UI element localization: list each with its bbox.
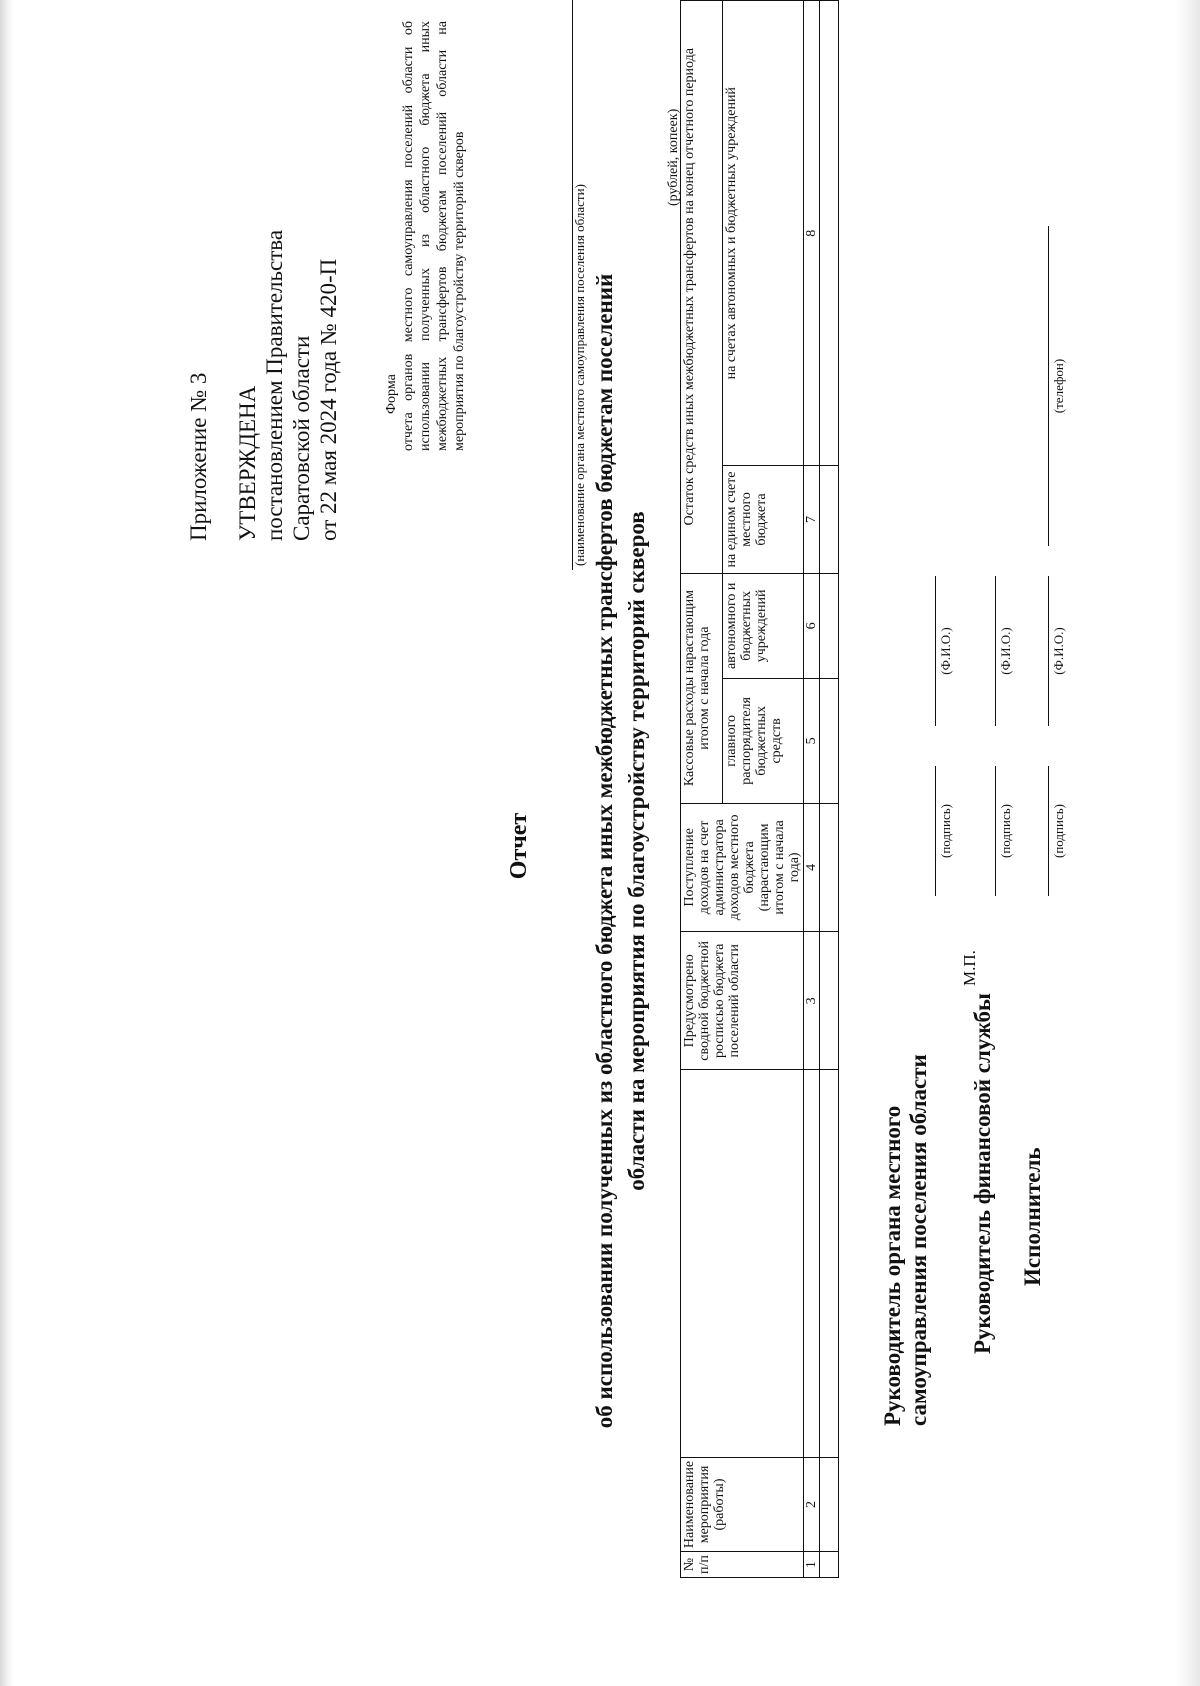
- head-org-signature-caption: (подпись): [938, 804, 953, 858]
- header-cell-blank: [681, 1070, 804, 1457]
- col-number: 1: [804, 1552, 820, 1578]
- approval-block: [185, 21, 342, 541]
- header-cell-cash-auto: автономного и бюджетных учреждений: [723, 573, 804, 679]
- col-number: 2: [804, 1457, 820, 1551]
- table-cell: [820, 1070, 839, 1457]
- stamp-label: М.П.: [960, 950, 979, 986]
- header-cell-name: Наименование мероприятия (работы): [681, 1457, 804, 1551]
- org-name-caption: (наименование органа местного самоуправления поселения области): [572, 184, 587, 566]
- head-org-label-line-1: Руководитель органа местного: [880, 1105, 905, 1426]
- table-cell: [820, 1552, 839, 1578]
- head-fin-name-line: [995, 576, 996, 726]
- col-number: 7: [804, 466, 820, 573]
- table-cell: [820, 573, 839, 679]
- head-org-name-line: [935, 576, 936, 726]
- executor-label: Исполнитель: [1020, 1147, 1045, 1286]
- report-title: Отчет: [506, 812, 532, 880]
- table-cell: [820, 803, 839, 932]
- report-heading-line-2: области на мероприятия по благоустройству территорий скверов: [624, 511, 649, 1191]
- report-table: [680, 0, 839, 1578]
- header-cell-planned: Предусмотрено сводной бюджетной росписью бюджета поселений области: [681, 932, 804, 1070]
- table-cell: [820, 1457, 839, 1551]
- appendix-number: Приложение № 3: [186, 372, 211, 541]
- col-number: 8: [804, 1, 820, 466]
- approved-label: УТВЕРЖДЕНА: [235, 385, 260, 541]
- units-label: (рублей, копеек): [666, 108, 681, 206]
- head-fin-name-caption: (Ф.И.О.): [998, 627, 1013, 675]
- header-cell-cash: Кассовые расходы нарастающим итогом с начала года: [681, 573, 723, 803]
- executor-phone-line: [1048, 226, 1049, 546]
- head-org-signature-line: [935, 766, 936, 896]
- head-fin-label: Руководитель финансовой службы: [970, 993, 995, 1354]
- table-row: [820, 1, 839, 1578]
- table-cell: [820, 932, 839, 1070]
- header-cell-rest-auto: на счетах автономных и бюджетных учреждений: [723, 1, 804, 466]
- executor-signature-caption: (подпись): [1051, 804, 1066, 858]
- col-number: 4: [804, 803, 820, 932]
- table-cell: [820, 679, 839, 803]
- approval-line-3: от 22 мая 2024 года № 420-П: [316, 258, 341, 541]
- approval-line-1: постановлением Правительства: [262, 229, 287, 541]
- form-description: отчета органов местного самоуправления поселений области об использовании полученных из областного бюджета иных межбюджетных трансфертов бюджетам поселений области на мероприятия по благоустройству территорий скверов: [401, 21, 467, 451]
- executor-name-line: [1048, 576, 1049, 726]
- header-cell-num: № п/п: [681, 1552, 804, 1578]
- form-label: Форма: [384, 374, 399, 414]
- executor-name-caption: (Ф.И.О.): [1051, 627, 1066, 675]
- executor-signature-line: [1048, 766, 1049, 896]
- col-number: 3: [804, 932, 820, 1070]
- report-heading-line-1: об использовании полученных из областного бюджета иных межбюджетных трансфертов бюджетам поселений: [592, 273, 617, 1429]
- head-fin-signature-line: [995, 766, 996, 896]
- head-org-name-caption: (Ф.И.О.): [938, 627, 953, 675]
- header-cell-income: Поступление доходов на счет администратора доходов местного бюджета (нарастающим итогом с начала года): [681, 803, 804, 932]
- executor-phone-caption: (телефон): [1051, 358, 1066, 414]
- head-fin-signature-caption: (подпись): [998, 804, 1013, 858]
- table-header-row-1: [681, 1, 723, 1578]
- head-org-label-line-2: самоуправления поселения области: [906, 1054, 931, 1426]
- header-cell-rest: Остаток средств иных межбюджетных трансфертов на конец отчетного периода: [681, 1, 723, 574]
- col-number: 5: [804, 679, 820, 803]
- approval-line-2: Саратовской области: [289, 335, 314, 541]
- header-cell-cash-main: главного распорядителя бюджетных средств: [723, 679, 804, 803]
- table-cell: [820, 466, 839, 573]
- table-cell: [820, 1, 839, 466]
- header-cell-rest-single: на едином счете местного бюджета: [723, 466, 804, 573]
- col-number: 6: [804, 573, 820, 679]
- table-column-numbers-row: [804, 1, 820, 1578]
- col-number-blank: [804, 1070, 820, 1457]
